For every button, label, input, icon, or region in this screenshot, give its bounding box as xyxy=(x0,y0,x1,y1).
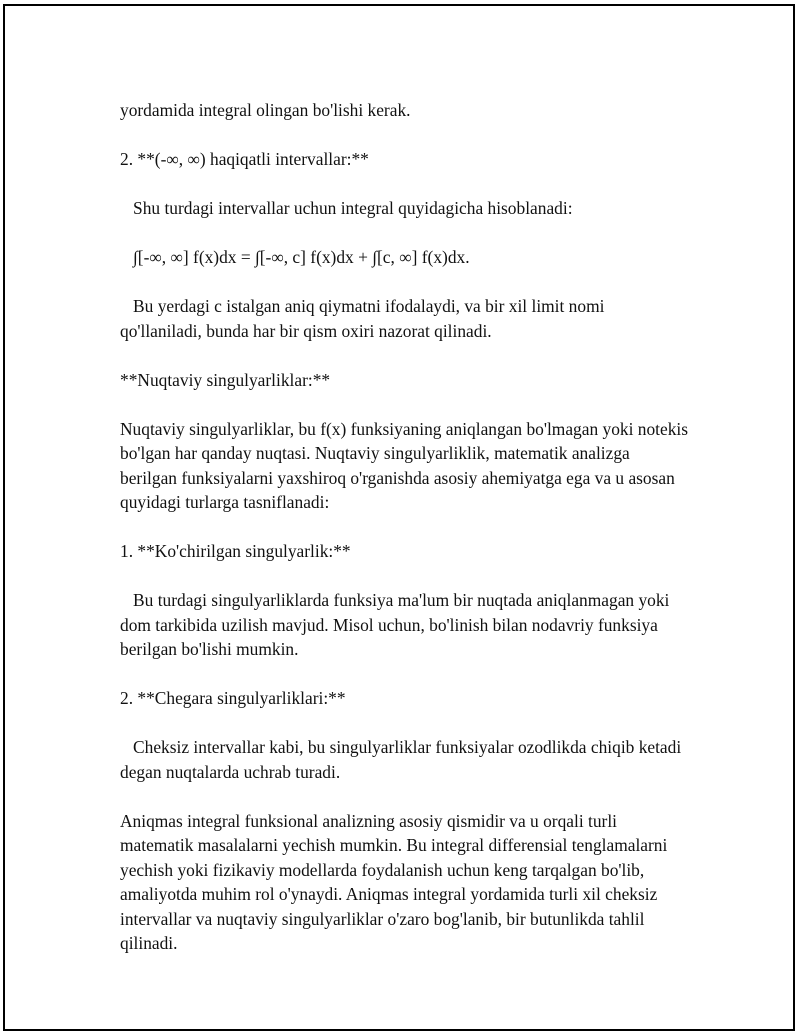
paragraph-removable-singularity: Bu turdagi singulyarliklarda funksiya ma'lum bir nuqtada aniqlanmagan yoki dom tarkibida uzilish mavjud. Misol uchun, bo'linish bilan nodavriy funksiya berilgan bo'lishi mumkin. xyxy=(120,590,674,659)
formula-integral-split: ∫[-∞, ∞] f(x)dx = ∫[-∞, c] f(x)dx + ∫[c, ∞] f(x)dx. xyxy=(120,247,470,267)
paragraph-point-singularities: Nuqtaviy singulyarliklar, bu f(x) funksiyaning aniqlangan bo'lmagan yoki notekis bo'lgan har qanday nuqtasi. Nuqtaviy singulyarliklik, matematik analizga berilgan funksiyalarni yaxshiroq o'rganishda asosiy ahemiyatga ega va u asosan quyidagi turlarga tasniflanadi: xyxy=(120,418,693,512)
paragraph-conclusion: Aniqmas integral funksional analizning asosiy qismidir va u orqali turli matematik masalalarni yechish mumkin. Bu integral differensial tenglamalarni yechish yoki fizikaviy modellarda foydalanish uchun keng tarqalgan bo'lib, amaliyotda muhim rol o'ynaydi. Aniqmas integral yordamida turli xil cheksiz intervallar va nuqtaviy singulyarliklar o'zaro bog'lanib, bir butunlikda tahlil qilinadi. xyxy=(120,810,672,953)
paragraph-c-explanation: Bu yerdagi c istalgan aniq qiymatni ifodalaydi, va bir xil limit nomi qo'llaniladi, bunda har bir qism oxiri nazorat qilinadi. xyxy=(120,296,609,341)
paragraph-continuation: yordamida integral olingan bo'lishi kerak. xyxy=(120,100,411,120)
document-body xyxy=(120,98,693,956)
list-heading-removable-singularity: 1. **Ko'chirilgan singulyarlik:** xyxy=(120,541,351,561)
document-page xyxy=(3,4,795,1031)
list-heading-real-intervals: 2. **(-∞, ∞) haqiqatli intervallar:** xyxy=(120,149,369,169)
section-heading-point-singularities: **Nuqtaviy singulyarliklar:** xyxy=(120,369,331,390)
list-heading-boundary-singularities: 2. **Chegara singulyarliklari:** xyxy=(120,688,346,708)
paragraph-boundary-singularities: Cheksiz intervallar kabi, bu singulyarliklar funksiyalar ozodlikda chiqib ketadi degan nuqtalarda uchrab turadi. xyxy=(120,737,686,782)
paragraph-intervals-intro: Shu turdagi intervallar uchun integral quyidagicha hisoblanadi: xyxy=(120,198,573,218)
